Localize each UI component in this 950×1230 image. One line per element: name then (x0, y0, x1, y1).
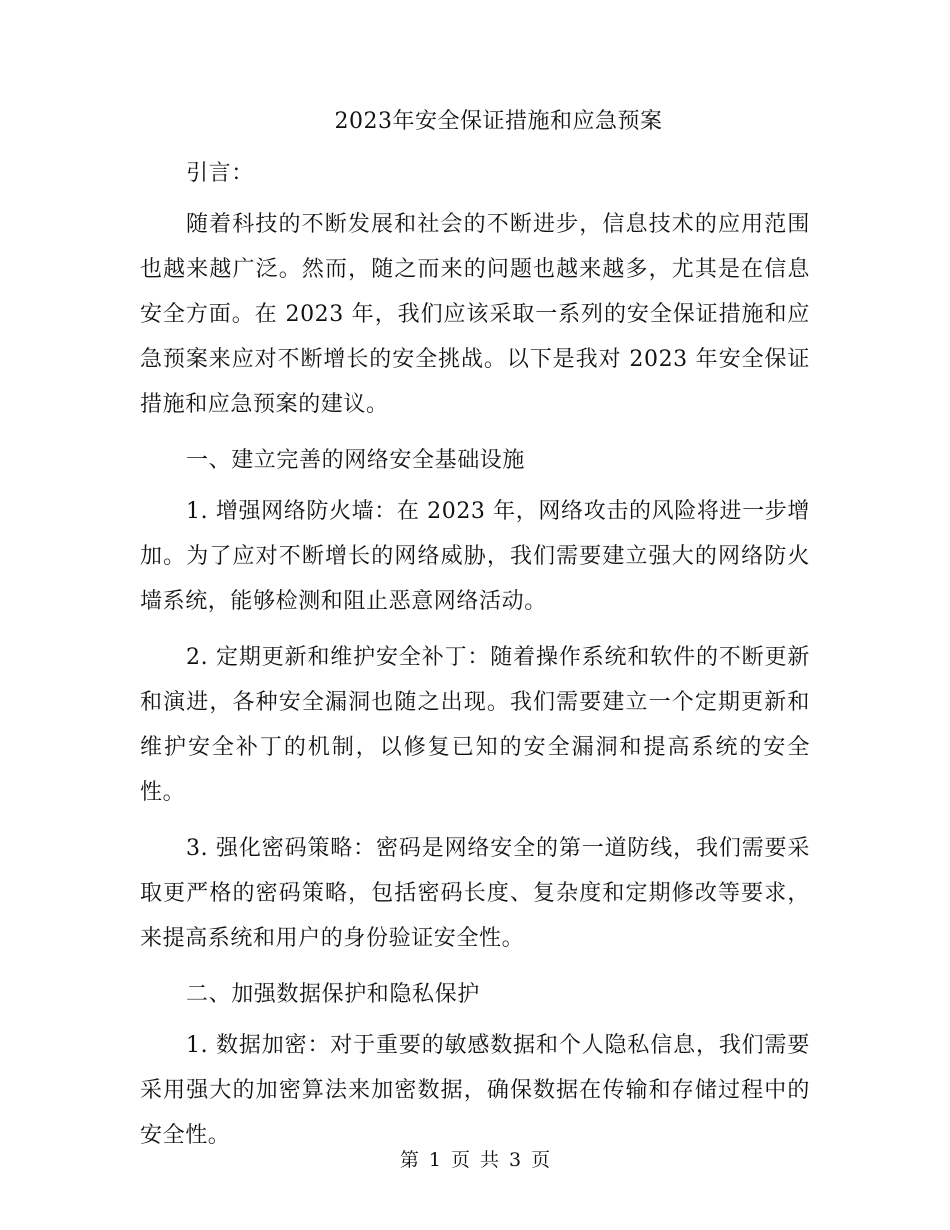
section-heading-1: 一、建立完善的网络安全基础设施 (186, 448, 526, 473)
section-2-item-1: 1. 数据加密：对于重要的敏感数据和个人隐私信息，我们需要采用强大的加密算法来加密数据，确保数据在传输和存储过程中的安全性。 (140, 1033, 810, 1148)
section-1-item-2: 2. 定期更新和维护安全补丁：随着操作系统和软件的不断更新和演进，各种安全漏洞也随之出现。我们需要建立一个定期更新和维护安全补丁的机制，以修复已知的安全漏洞和提高系统的安全性。 (140, 645, 810, 805)
intro-heading: 引言： (186, 161, 254, 186)
page-footer: 第 1 页 共 3 页 (399, 1149, 551, 1171)
document-title: 2023年安全保证措施和应急预案 (334, 109, 663, 134)
section-1-item-1: 1. 增强网络防火墙：在 2023 年，网络攻击的风险将进一步增加。为了应对不断增长的网络威胁，我们需要建立强大的网络防火墙系统，能够检测和阻止恶意网络活动。 (140, 499, 810, 614)
section-1-item-3: 3. 强化密码策略：密码是网络安全的第一道防线，我们需要采取更严格的密码策略，包括密码长度、复杂度和定期修改等要求，来提高系统和用户的身份验证安全性。 (140, 836, 810, 951)
document-body (140, 151, 810, 1169)
intro-paragraph: 随着科技的不断发展和社会的不断进步，信息技术的应用范围也越来越广泛。然而，随之而来的问题也越来越多，尤其是在信息安全方面。在 2023 年，我们应该采取一系列的安全保证措施和应急预案来应对不断增长的安全挑战。以下是我对 2023 年安全保证措施和应急预案的建议。 (140, 212, 810, 417)
section-heading-2: 二、加强数据保护和隐私保护 (186, 982, 480, 1007)
